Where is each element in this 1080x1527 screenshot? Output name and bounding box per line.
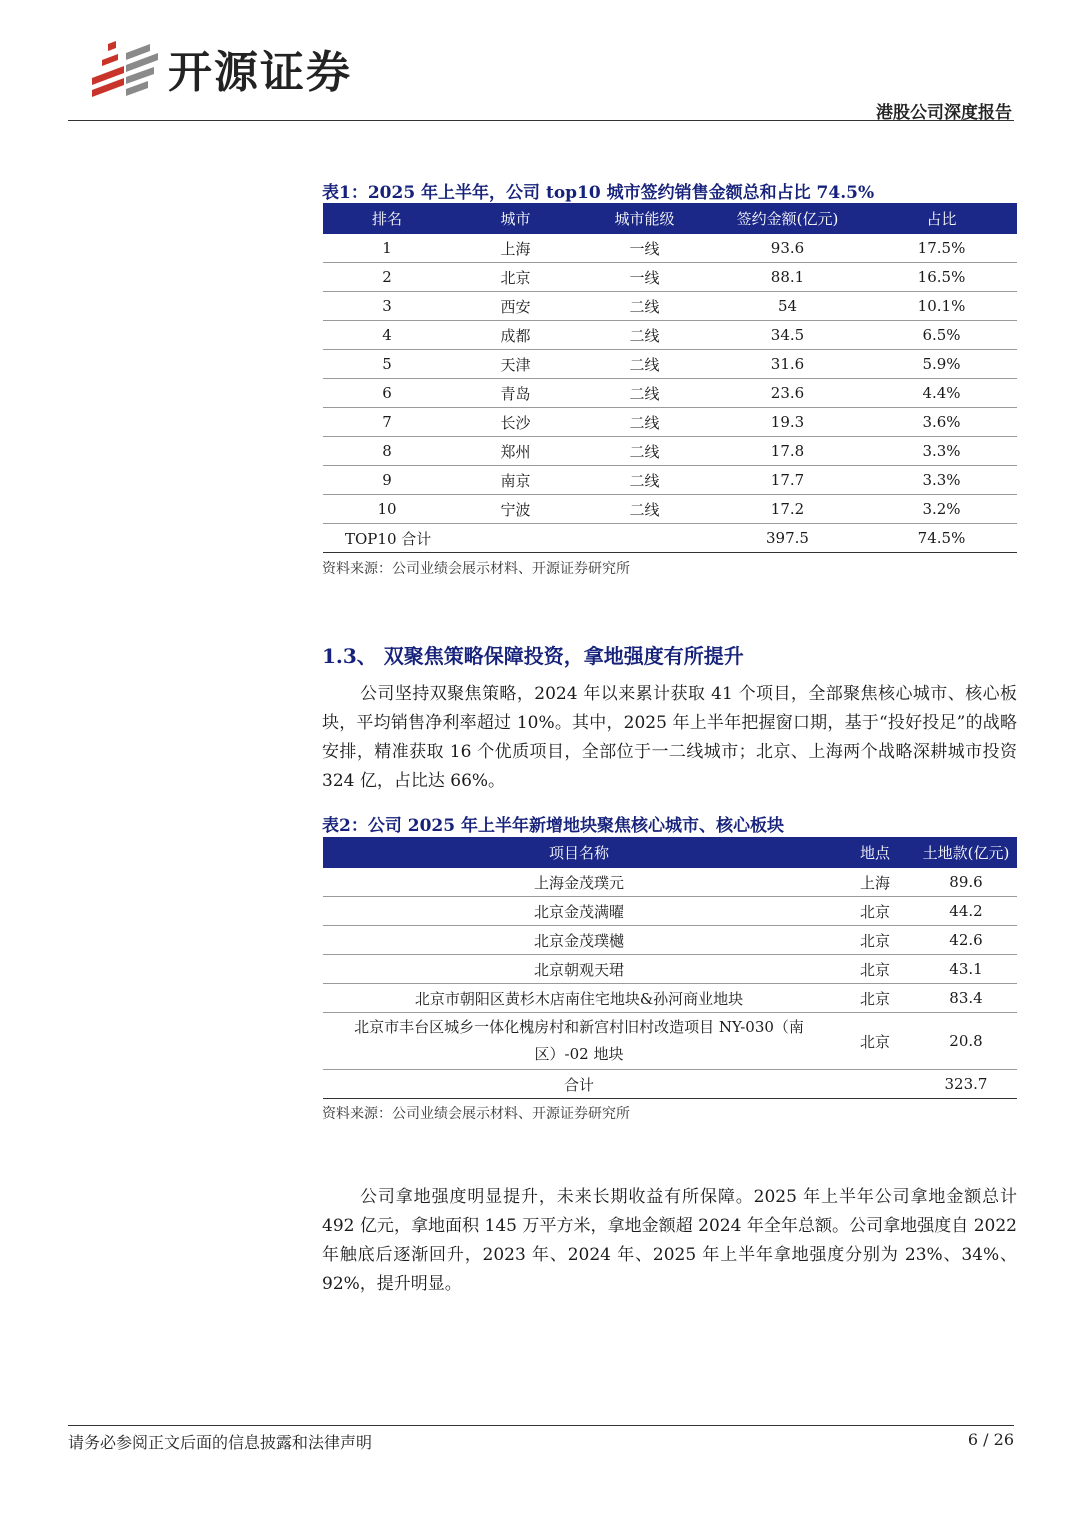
table1-cell-city: 天津 [451,350,580,379]
table-row [323,466,1017,495]
table1-cell-rank: 5 [323,350,451,379]
table-row [323,1013,1017,1070]
table1-cell-amount: 17.8 [709,437,866,466]
table1-cell-rank: 2 [323,263,451,292]
table1-cell-share: 10.1% [866,292,1017,321]
table1-cell-amount: 88.1 [709,263,866,292]
table2-cell-land-price: 44.2 [915,897,1017,926]
body-paragraph: 公司拿地强度明显提升，未来长期收益有所保障。2025 年上半年公司拿地金额总计 492 亿元，拿地面积 145 万平方米，拿地金额超 2024 年全年总额。公司拿地强度自 2022 年触底后逐渐回升，2023 年、2024 年、2025 年上半年拿地强度分别为 23%、34%、92%，提升明显。 [322,1187,1017,1294]
table2-cell-location: 北京 [835,926,915,955]
table2-total-label: 合计 [323,1070,835,1099]
table1-cell-rank: 6 [323,379,451,408]
table1-cell-city: 北京 [451,263,580,292]
table1-cell-amount: 23.6 [709,379,866,408]
table2-cell-project: 北京朝观天珺 [323,955,835,984]
table-row [323,897,1017,926]
table1-caption: 表1：2025 年上半年，公司 top10 城市签约销售金额总和占比 74.5% [322,183,875,203]
section-title: 1.3、 双聚焦策略保障投资，拿地强度有所提升 [322,644,744,668]
table1-cell-share: 3.6% [866,408,1017,437]
table2-cell-location: 北京 [835,897,915,926]
table2-cell-land-price: 83.4 [915,984,1017,1013]
table1-cell-share: 16.5% [866,263,1017,292]
brand-logo-icon [88,38,162,98]
table1-cell-share: 6.5% [866,321,1017,350]
table1-cell-city: 宁波 [451,495,580,524]
table-row [323,379,1017,408]
table2-cell-project: 上海金茂璞元 [323,868,835,897]
table2-col-header: 项目名称 [323,837,835,868]
table2-cell-location: 北京 [835,1013,915,1070]
table2-cell-location: 上海 [835,868,915,897]
table1-cell-amount: 93.6 [709,234,866,263]
table1-cell-rank: 4 [323,321,451,350]
table1-col-header: 城市能级 [580,203,709,234]
table1-cell-amount: 17.7 [709,466,866,495]
table1-col-header: 城市 [451,203,580,234]
table2-total-empty [835,1070,915,1099]
table1-cell-share: 17.5% [866,234,1017,263]
table-row [323,495,1017,524]
table1-cell-share: 4.4% [866,379,1017,408]
table2 [323,837,1017,1099]
table1 [323,203,1017,553]
table1-cell-rank: 7 [323,408,451,437]
table2-cell-land-price: 20.8 [915,1013,1017,1070]
table1-cell-tier: 一线 [580,234,709,263]
table1-cell-amount: 19.3 [709,408,866,437]
table1-cell-tier: 二线 [580,408,709,437]
table-row [323,984,1017,1013]
table1-cell-tier: 二线 [580,437,709,466]
table1-cell-tier: 二线 [580,495,709,524]
body-paragraph: 公司坚持双聚焦策略，2024 年以来累计获取 41 个项目，全部聚焦核心城市、核心板块，平均销售净利率超过 10%。其中，2025 年上半年把握窗口期，基于“投好投足”的战略安排，精准获取 16 个优质项目，全部位于一二线城市；北京、上海两个战略深耕城市投资 324 亿，占比达 66%。 [322,684,1017,791]
table2-cell-project: 北京市朝阳区黄杉木店南住宅地块&孙河商业地块 [323,984,835,1013]
table-row [323,350,1017,379]
table2-cell-project: 北京金茂满曜 [323,897,835,926]
table-row [323,868,1017,897]
table1-source: 资料来源：公司业绩会展示材料、开源证券研究所 [322,561,630,577]
table1-cell-rank: 10 [323,495,451,524]
table1-cell-share: 3.3% [866,437,1017,466]
table2-cell-land-price: 43.1 [915,955,1017,984]
header-divider [68,120,1014,121]
table1-cell-city: 郑州 [451,437,580,466]
table1-cell-tier: 二线 [580,292,709,321]
table1-cell-tier: 二线 [580,379,709,408]
report-type: 港股公司深度报告 [876,103,1012,123]
table1-col-header: 签约金额(亿元) [709,203,866,234]
table1-cell-tier: 二线 [580,321,709,350]
table1-header-row [323,203,1017,234]
table-total-row [323,524,1017,553]
table1-col-header: 占比 [866,203,1017,234]
table1-cell-city: 南京 [451,466,580,495]
table1-cell-city: 成都 [451,321,580,350]
table-total-row [323,1070,1017,1099]
table1-cell-amount: 34.5 [709,321,866,350]
table2-col-header: 地点 [835,837,915,868]
page-number: 6 / 26 [967,1430,1014,1449]
table1-cell-share: 5.9% [866,350,1017,379]
table2-cell-land-price: 42.6 [915,926,1017,955]
table1-cell-share: 3.2% [866,495,1017,524]
table1-cell-rank: 9 [323,466,451,495]
table-row [323,292,1017,321]
table1-cell-amount: 31.6 [709,350,866,379]
table-row [323,926,1017,955]
table1-cell-amount: 54 [709,292,866,321]
table1-cell-city: 青岛 [451,379,580,408]
table2-caption: 表2：公司 2025 年上半年新增地块聚焦核心城市、核心板块 [322,816,784,836]
table2-cell-location: 北京 [835,984,915,1013]
table1-cell-amount: 17.2 [709,495,866,524]
table2-cell-project: 北京金茂璞樾 [323,926,835,955]
table2-total-amount: 323.7 [915,1070,1017,1099]
table1-cell-share: 3.3% [866,466,1017,495]
table1-total-label: TOP10 合计 [323,524,709,553]
table1-cell-city: 西安 [451,292,580,321]
table2-col-header: 土地款(亿元) [915,837,1017,868]
table1-col-header: 排名 [323,203,451,234]
table-row [323,263,1017,292]
table1-cell-tier: 二线 [580,466,709,495]
table2-source: 资料来源：公司业绩会展示材料、开源证券研究所 [322,1106,630,1122]
table2-cell-land-price: 89.6 [915,868,1017,897]
table1-total-share: 74.5% [866,524,1017,553]
page-header [0,0,1080,125]
table1-cell-rank: 8 [323,437,451,466]
table1-cell-city: 长沙 [451,408,580,437]
disclaimer-note: 请务必参阅正文后面的信息披露和法律声明 [68,1433,373,1452]
footer-divider [68,1425,1014,1426]
table1-cell-rank: 3 [323,292,451,321]
table1-total-amount: 397.5 [709,524,866,553]
table-row [323,408,1017,437]
brand-name: 开源证券 [168,47,352,98]
table1-cell-tier: 一线 [580,263,709,292]
table2-header-row [323,837,1017,868]
table1-cell-tier: 二线 [580,350,709,379]
table-row [323,234,1017,263]
table1-cell-city: 上海 [451,234,580,263]
table2-cell-location: 北京 [835,955,915,984]
table1-cell-rank: 1 [323,234,451,263]
table-row [323,955,1017,984]
table2-cell-project: 北京市丰台区城乡一体化槐房村和新宫村旧村改造项目 NY-030（南区）-02 地块 [323,1013,835,1070]
table-row [323,437,1017,466]
table-row [323,321,1017,350]
